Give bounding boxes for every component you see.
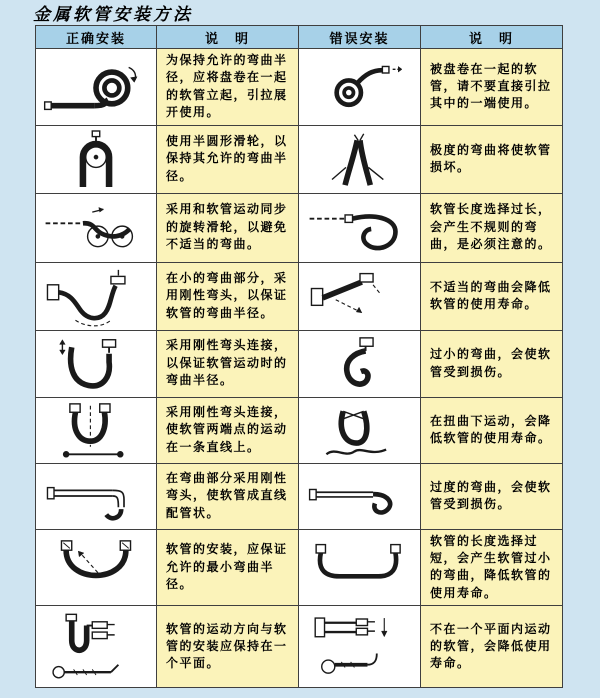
table-row bbox=[36, 529, 563, 606]
page-title: 金属软管安装方法 bbox=[33, 5, 193, 25]
coiled-hose-pulled-icon bbox=[304, 56, 416, 118]
u-hose-straight-line-motion-icon bbox=[40, 399, 152, 461]
table-row bbox=[36, 125, 563, 193]
wrong-image-cell bbox=[299, 529, 421, 606]
out-of-plane-hose-icon bbox=[304, 610, 416, 684]
wrong-description: 过小的弯曲，会使软管受到损伤。 bbox=[421, 330, 563, 397]
correct-image-cell bbox=[36, 330, 157, 397]
wrong-description: 软管的长度选择过短，会产生软管过小的弯曲，降低软管的使用寿命。 bbox=[421, 529, 563, 606]
correct-description: 使用半圆形滑轮，以保持其允许的弯曲半径。 bbox=[157, 125, 299, 193]
sharp-v-bend-hose-icon bbox=[304, 128, 416, 190]
table-row bbox=[36, 397, 563, 463]
wrong-description: 过度的弯曲，会使软管受到损伤。 bbox=[421, 463, 563, 529]
correct-image-cell bbox=[36, 606, 157, 688]
correct-image-cell bbox=[36, 193, 157, 262]
straight-piping-elbow-icon bbox=[40, 465, 152, 527]
table-row bbox=[36, 262, 563, 330]
wrong-image-cell bbox=[299, 606, 421, 688]
u-hose-rigid-elbow-icon bbox=[40, 333, 152, 395]
correct-description: 采用刚性弯头连接，使软管两端点的运动在一条直线上。 bbox=[157, 397, 299, 463]
correct-image-cell bbox=[36, 463, 157, 529]
in-plane-trap-hose-icon bbox=[40, 610, 152, 684]
wrong-image-cell bbox=[299, 193, 421, 262]
header-wrong-install: 错误安装 bbox=[299, 26, 421, 49]
table-row bbox=[36, 330, 563, 397]
coiled-hose-standing-icon bbox=[40, 56, 152, 118]
correct-image-cell bbox=[36, 262, 157, 330]
correct-image-cell bbox=[36, 125, 157, 193]
hose-over-pulley-icon bbox=[40, 128, 152, 190]
correct-description: 在小的弯曲部分，采用刚性弯头，以保证软管的弯曲半径。 bbox=[157, 262, 299, 330]
correct-description: 为保持允许的弯曲半径，应将盘卷在一起的软管立起，引拉展开使用。 bbox=[157, 49, 299, 126]
header-row bbox=[36, 26, 563, 49]
header-correct-install: 正确安装 bbox=[36, 26, 157, 49]
installation-guide-table bbox=[35, 25, 563, 688]
table-row bbox=[36, 49, 563, 126]
wrong-description: 被盘卷在一起的软管，请不要直接引拉其中的一端使用。 bbox=[421, 49, 563, 126]
synchronized-rollers-icon bbox=[40, 197, 152, 259]
correct-image-cell bbox=[36, 529, 157, 606]
table-row bbox=[36, 606, 563, 688]
wrong-description: 不在一个平面内运动的软管，会降低使用寿命。 bbox=[421, 606, 563, 688]
wrong-description: 在扭曲下运动，会降低软管的使用寿命。 bbox=[421, 397, 563, 463]
over-bent-hose-end-icon bbox=[304, 465, 416, 527]
table-row bbox=[36, 193, 563, 262]
wrong-image-cell bbox=[299, 397, 421, 463]
too-small-bend-hook-icon bbox=[304, 333, 416, 395]
irregular-loop-hose-icon bbox=[304, 197, 416, 259]
rigid-elbow-small-bend-icon bbox=[40, 265, 152, 327]
wrong-description: 极度的弯曲将使软管损坏。 bbox=[421, 125, 563, 193]
twisted-u-hose-icon bbox=[304, 399, 416, 461]
correct-description: 采用刚性弯头连接，以保证软管运动时的弯曲半径。 bbox=[157, 330, 299, 397]
correct-description: 采用和软管运动同步的旋转滑轮，以避免不适当的弯曲。 bbox=[157, 193, 299, 262]
header-correct-description: 说 明 bbox=[157, 26, 299, 49]
wrong-image-cell bbox=[299, 125, 421, 193]
header-wrong-description: 说 明 bbox=[421, 26, 563, 49]
correct-image-cell bbox=[36, 397, 157, 463]
wrong-image-cell bbox=[299, 463, 421, 529]
wrong-image-cell bbox=[299, 49, 421, 126]
improper-bend-hose-icon bbox=[304, 265, 416, 327]
min-bend-radius-u-icon bbox=[40, 536, 152, 598]
wrong-image-cell bbox=[299, 262, 421, 330]
correct-image-cell bbox=[36, 49, 157, 126]
correct-description: 软管的安装，应保证允许的最小弯曲半径。 bbox=[157, 529, 299, 606]
correct-description: 软管的运动方向与软管的安装应保持在一个平面。 bbox=[157, 606, 299, 688]
wrong-description: 不适当的弯曲会降低软管的使用寿命。 bbox=[421, 262, 563, 330]
too-short-hose-icon bbox=[304, 536, 416, 598]
table-row bbox=[36, 463, 563, 529]
wrong-description: 软管长度选择过长，会产生不规则的弯曲，是必须注意的。 bbox=[421, 193, 563, 262]
wrong-image-cell bbox=[299, 330, 421, 397]
correct-description: 在弯曲部分采用刚性弯头，使软管成直线配管状。 bbox=[157, 463, 299, 529]
